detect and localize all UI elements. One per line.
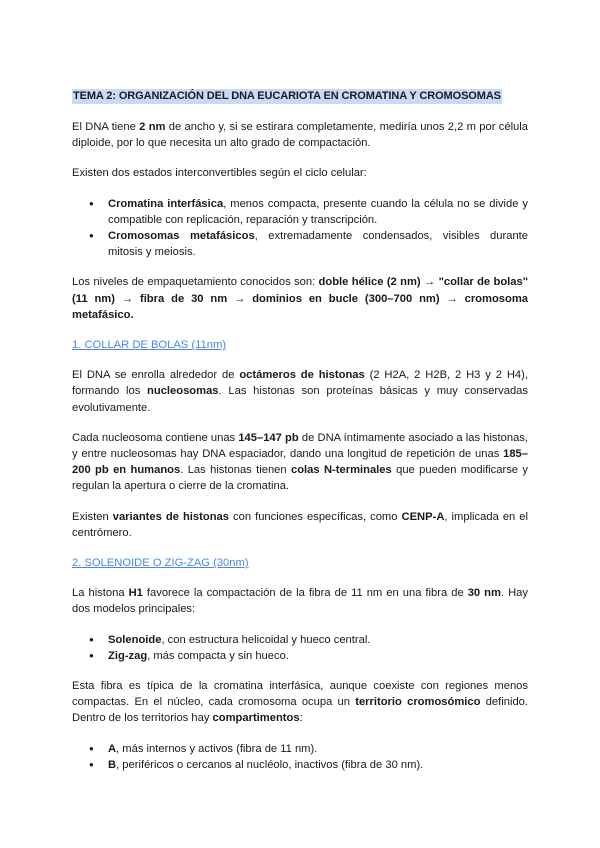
section-heading-collar-de-bolas[interactable]: 1. COLLAR DE BOLAS (11nm)	[72, 339, 226, 352]
list-item: ● Zig-zag, más compacta y sin hueco.	[72, 648, 528, 664]
section-heading-solenoide[interactable]: 2. SOLENOIDE O ZIG-ZAG (30nm)	[72, 557, 249, 570]
paragraph-histone-octamers: El DNA se enrolla alrededor de octámeros de histonas (2 H2A, 2 H2B, 2 H3 y 2 H4), formando los nucleosomas. Las histonas son proteínas básicas y muy conservadas evolutivamente.	[72, 369, 528, 414]
paragraph-dna-width: El DNA tiene 2 nm de ancho y, si se estirara completamente, mediría unos 2,2 m por célula diploide, por lo que necesita un alto grado de compactación.	[72, 121, 528, 150]
paragraph-states-intro: Existen dos estados interconvertibles según el ciclo celular:	[72, 167, 367, 180]
paragraph-packaging-levels: Los niveles de empaquetamiento conocidos son: doble hélice (2 nm) → "collar de bolas" (11 nm) → fibra de 30 nm → dominios en bucle (300–700 nm) → cromosoma metafásico.	[72, 276, 529, 321]
list-item: ● B, periféricos o cercanos al nucléolo, inactivos (fibra de 30 nm).	[72, 757, 528, 773]
document-title: TEMA 2: ORGANIZACIÓN DEL DNA EUCARIOTA EN CROMATINA Y CROMOSOMAS	[73, 90, 501, 102]
compartments-list	[72, 741, 528, 773]
paragraph-histone-variants: Existen variantes de histonas con funciones específicas, como CENP-A, implicada en el centrómero.	[72, 510, 529, 539]
states-list	[72, 196, 528, 261]
list-item: ● A, más internos y activos (fibra de 11 nm).	[72, 741, 528, 757]
paragraph-h1: La histona H1 favorece la compactación de la fibra de 11 nm en una fibra de 30 nm. Hay dos modelos principales:	[72, 587, 528, 616]
models-list	[72, 632, 528, 664]
list-item: ● Cromatina interfásica, menos compacta, presente cuando la célula no se divide y compatible con replicación, reparación y transcripción.	[72, 196, 528, 228]
list-item: ● Solenoide, con estructura helicoidal y hueco central.	[72, 632, 528, 648]
paragraph-nucleosome: Cada nucleosoma contiene unas 145–147 pb de DNA íntimamente asociado a las histonas, y entre nucleosomas hay DNA espaciador, dando una longitud de repetición de unas 185–200 pb en humanos. Las histonas tienen colas N-terminales que pueden modificarse y regulan la apertura o cierre de la cromatina.	[72, 431, 528, 493]
paragraph-territories: Esta fibra es típica de la cromatina interfásica, aunque coexiste con regiones menos compactas. En el núcleo, cada cromosoma ocupa un territorio cromosómico definido. Dentro de los territorios hay compartimentos:	[72, 680, 528, 725]
list-item: ● Cromosomas metafásicos, extremadamente condensados, visibles durante mitosis y meiosis.	[72, 228, 528, 260]
